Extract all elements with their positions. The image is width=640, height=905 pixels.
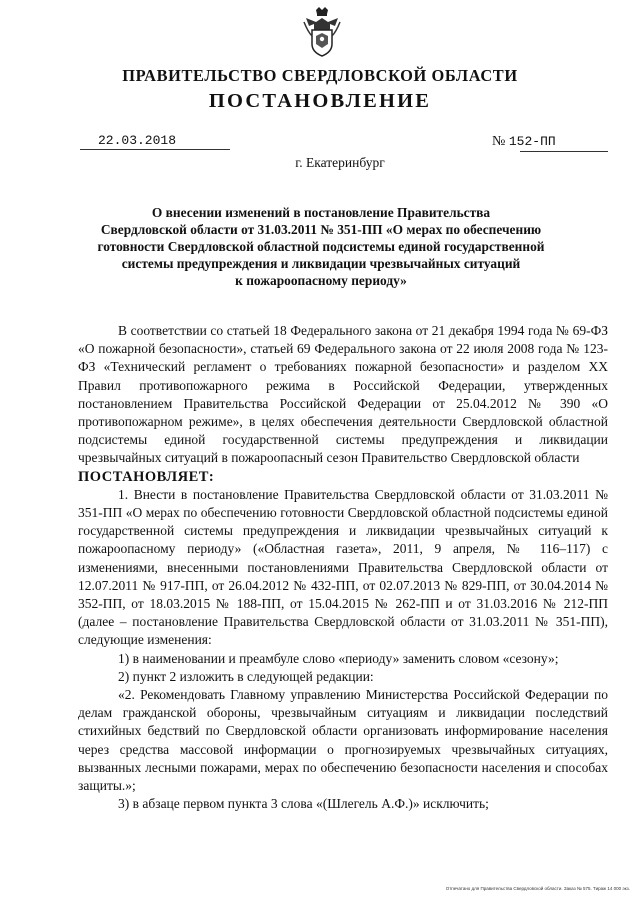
- item-1-paragraph: 1. Внести в постановление Правительства Свердловской области от 31.03.2011 № 351-ПП «О мерах по обеспечению готовности Свердловской областной подсистемы единой государственной системы предупреждения и ликвидации чрезвычайных ситуаций к пожароопасному периоду» («Областная газета», 2011, 9 апреля, № 116–117) с изменениями, внесенными постановлениями Правительства Свердловской области от 12.07.2011 № 917-ПП, от 26.04.2012 № 432-ПП, от 02.07.2013 № 829-ПП, от 30.04.2014 № 352-ПП, от 18.03.2015 № 188-ПП, от 15.04.2015 № 262-ПП и от 31.03.2016 № 212-ПП (далее – постановление Правительства Свердловской области от 31.03.2011 № 351-ПП), следующие изменения:: [78, 486, 608, 648]
- document-date: 22.03.2018: [98, 133, 177, 148]
- document-type: ПОСТАНОВЛЕНИЕ: [208, 90, 432, 112]
- heading-line: готовности Свердловской областной подсистемы единой государственной: [97, 239, 545, 254]
- organization-title: ПРАВИТЕЛЬСТВО СВЕРДЛОВСКОЙ ОБЛАСТИ: [122, 66, 518, 85]
- document-number: [492, 134, 612, 150]
- heading-line: к пожароопасному периоду»: [235, 273, 407, 288]
- subitem-1-paragraph: 1) в наименовании и преамбуле слово «периоду» заменить словом «сезону»;: [118, 650, 559, 666]
- document-heading: [96, 204, 546, 289]
- city: г. Екатеринбург: [295, 155, 385, 170]
- preamble-paragraph: В соответствии со статьей 18 Федерального закона от 21 декабря 1994 года № 69-ФЗ «О пожарной безопасности», статьей 69 Федерального закона от 22 июля 2008 года № 123-ФЗ «Технический регламент о требованиях пожарной безопасности» и разделом XX Правил противопожарного режима в Российской Федерации, утвержденных постановлением Правительства Российской Федерации от 25.04.2012 № 390 «О противопожарном режиме», в целях обеспечения деятельности Свердловской областной подсистемы единой государственной системы предупреждения и ликвидации чрезвычайных ситуаций в пожароопасный сезон Правительство Свердловской области: [78, 323, 608, 466]
- subitem-3-paragraph: 3) в абзаце первом пункта 3 слова «(Шлегель А.Ф.)» исключить;: [118, 796, 489, 812]
- heading-line: О внесении изменений в постановление Правительства: [151, 205, 491, 220]
- heading-line: системы предупреждения и ликвидации чрезвычайных ситуаций: [121, 256, 521, 271]
- number-underline: [520, 151, 608, 152]
- coat-of-arms-icon: [302, 6, 342, 58]
- print-footnote: Отпечатано для Правительства Свердловской области. Заказ № 575. Тираж 14 000 экз.: [445, 886, 630, 891]
- document-body: [78, 322, 608, 813]
- number-value: 152-ПП: [508, 134, 556, 149]
- number-sign: №: [492, 134, 506, 149]
- subitem-2-paragraph: 2) пункт 2 изложить в следующей редакции:: [118, 668, 374, 684]
- date-underline: [80, 149, 230, 150]
- quoted-item-2-paragraph: «2. Рекомендовать Главному управлению Министерства Российской Федерации по делам гражданской обороны, чрезвычайным ситуациям и ликвидации последствий стихийных бедствий по Свердловской области организовать информирование населения через средства массовой информации о прогнозируемых чрезвычайных ситуациях, вызванных лесными пожарами, мерах по обеспечению безопасности населения и способах защиты.»;: [78, 687, 608, 794]
- heading-line: Свердловской области от 31.03.2011 № 351-ПП «О мерах по обеспечению: [100, 222, 542, 237]
- decree-word: ПОСТАНОВЛЯЕТ:: [78, 468, 215, 485]
